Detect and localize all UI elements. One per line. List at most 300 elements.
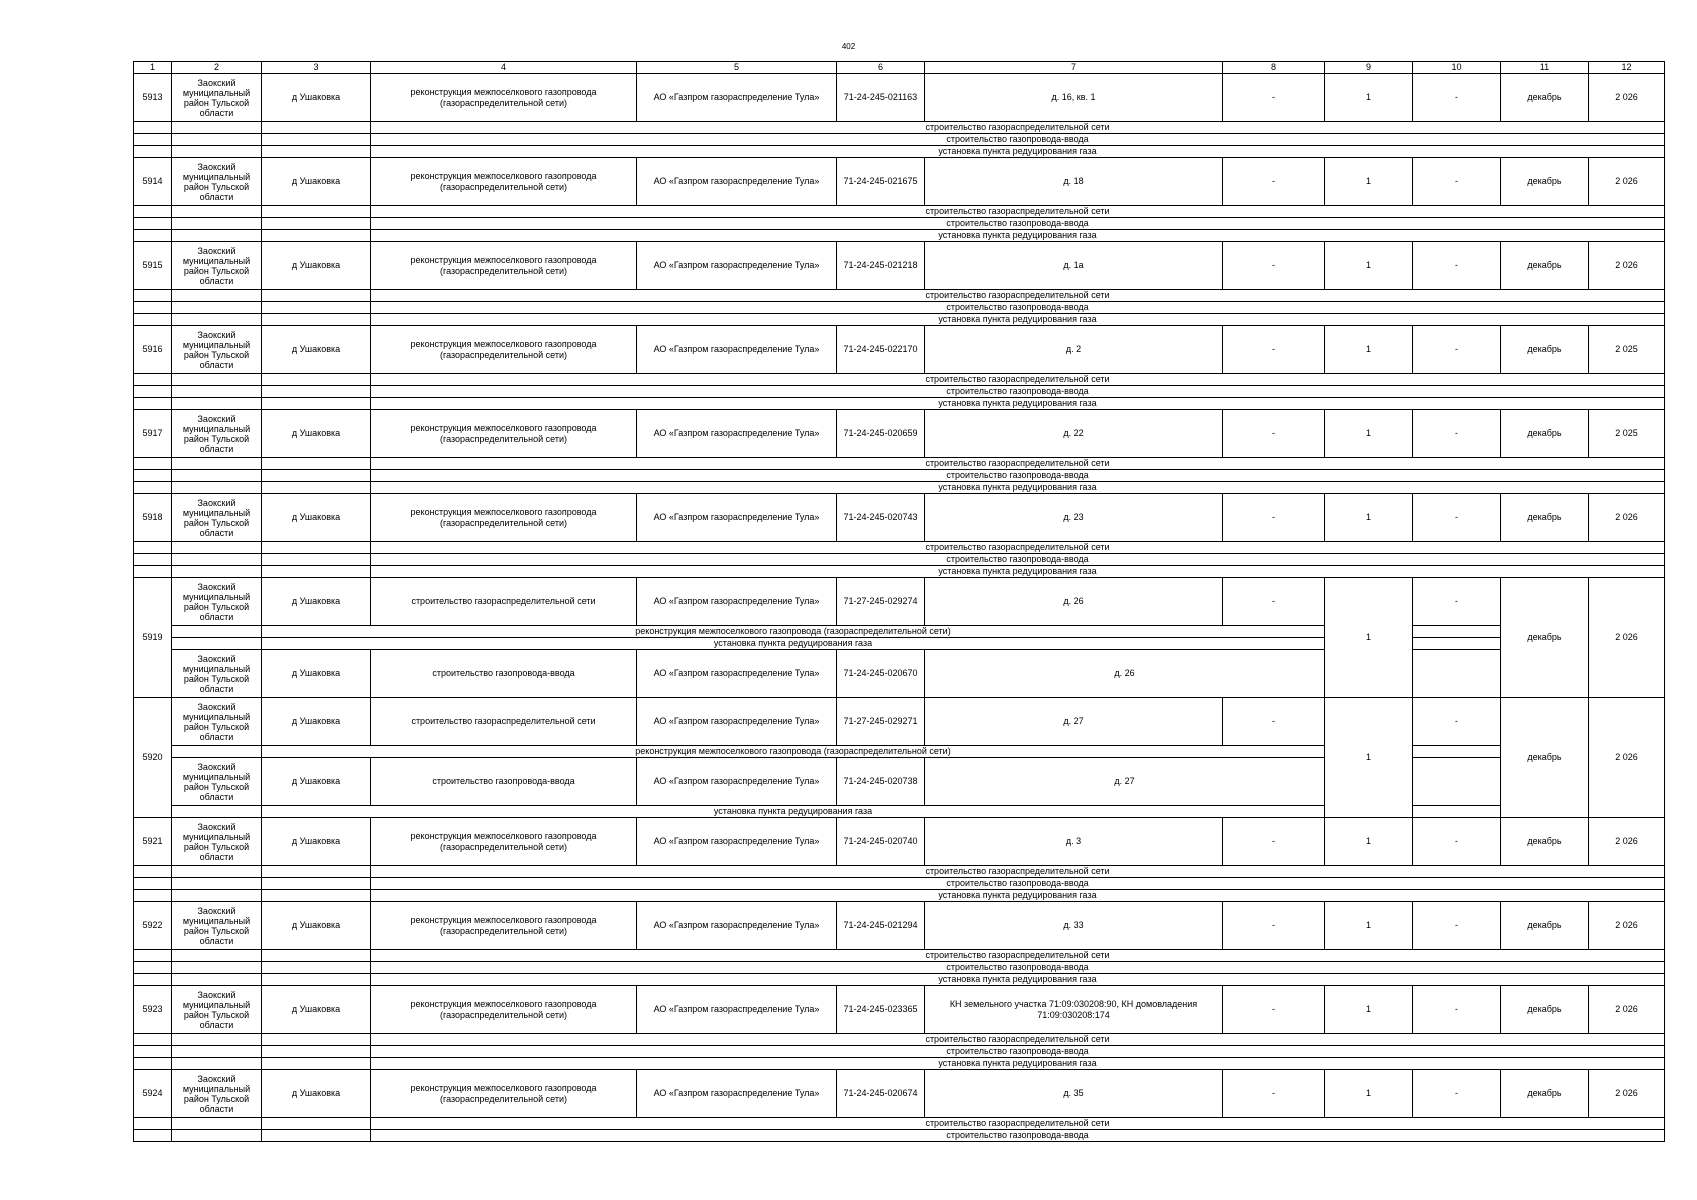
settlement-cell: д Ушаковка <box>262 74 371 122</box>
col8-cell: - <box>1223 1070 1325 1118</box>
organization-cell: АО «Газпром газораспределение Тула» <box>637 818 837 866</box>
blank-cell <box>172 1118 262 1130</box>
blank-cell <box>172 230 262 242</box>
settlement-cell: д Ушаковка <box>262 326 371 374</box>
blank-cell <box>172 638 262 650</box>
col10-cell: - <box>1413 494 1501 542</box>
blank-cell <box>262 962 371 974</box>
address-cell: КН земельного участка 71:09:030208:90, КН домовладения 71:09:030208:174 <box>925 986 1223 1034</box>
address-cell: д. 26 <box>925 650 1325 698</box>
sub-work-label: строительство газораспределительной сети <box>371 1118 1665 1130</box>
work-type-cell: реконструкция межпоселкового газопровода (газораспределительной сети) <box>371 494 637 542</box>
settlement-cell: д Ушаковка <box>262 242 371 290</box>
col8-cell: - <box>1223 158 1325 206</box>
organization-cell: АО «Газпром газораспределение Тула» <box>637 578 837 626</box>
table-row <box>134 698 1665 746</box>
col9-cell: 1 <box>1325 242 1413 290</box>
sub-row <box>134 542 1665 554</box>
sub-row <box>134 458 1665 470</box>
blank-cell <box>172 626 262 638</box>
blank-cell <box>172 206 262 218</box>
blank-cell <box>134 314 172 326</box>
address-cell: д. 22 <box>925 410 1223 458</box>
code-cell: 71-24-245-020670 <box>837 650 925 698</box>
blank-cell <box>172 290 262 302</box>
col10-cell: - <box>1413 74 1501 122</box>
sub-work-label: установка пункта редуцирования газа <box>371 890 1665 902</box>
code-cell: 71-24-245-021675 <box>837 158 925 206</box>
blank-cell <box>172 122 262 134</box>
code-cell: 71-24-245-020674 <box>837 1070 925 1118</box>
table-row <box>134 986 1665 1034</box>
blank-cell <box>262 878 371 890</box>
table-row <box>134 494 1665 542</box>
blank-cell <box>172 146 262 158</box>
row-number: 5923 <box>134 986 172 1034</box>
year-cell: 2 025 <box>1589 326 1665 374</box>
address-cell: д. 2 <box>925 326 1223 374</box>
code-cell: 71-24-245-020740 <box>837 818 925 866</box>
address-cell: д. 16, кв. 1 <box>925 74 1223 122</box>
sub-work-label: установка пункта редуцирования газа <box>371 146 1665 158</box>
col9-cell: 1 <box>1325 986 1413 1034</box>
blank-cell <box>262 974 371 986</box>
district-cell: Заокский муниципальный район Тульской области <box>172 698 262 746</box>
blank-cell <box>262 950 371 962</box>
blank-cell <box>262 302 371 314</box>
sub-row <box>134 1046 1665 1058</box>
blank-cell <box>172 374 262 386</box>
blank-cell <box>172 542 262 554</box>
blank-cell <box>172 950 262 962</box>
blank-cell <box>134 206 172 218</box>
organization-cell: АО «Газпром газораспределение Тула» <box>637 326 837 374</box>
table-row <box>134 242 1665 290</box>
blank-cell <box>172 1034 262 1046</box>
code-cell: 71-24-245-022170 <box>837 326 925 374</box>
month-cell: декабрь <box>1501 986 1589 1034</box>
col8-cell: - <box>1223 902 1325 950</box>
column-header: 8 <box>1223 62 1325 74</box>
organization-cell: АО «Газпром газораспределение Тула» <box>637 494 837 542</box>
sub-work-label: строительство газопровода-ввода <box>371 878 1665 890</box>
sub-row <box>134 122 1665 134</box>
col9-cell: 1 <box>1325 158 1413 206</box>
blank-cell <box>172 962 262 974</box>
blank-cell <box>134 878 172 890</box>
blank-cell <box>172 386 262 398</box>
year-cell: 2 026 <box>1589 818 1665 866</box>
blank-cell <box>134 230 172 242</box>
year-cell: 2 026 <box>1589 986 1665 1034</box>
sub-row <box>134 206 1665 218</box>
month-cell: декабрь <box>1501 1070 1589 1118</box>
district-cell: Заокский муниципальный район Тульской области <box>172 410 262 458</box>
blank-cell <box>262 566 371 578</box>
sub-work-label: строительство газопровода-ввода <box>371 554 1665 566</box>
row-number: 5924 <box>134 1070 172 1118</box>
blank-cell <box>262 458 371 470</box>
sub-row <box>134 398 1665 410</box>
blank-cell <box>262 1046 371 1058</box>
blank-cell <box>262 386 371 398</box>
sub-row <box>134 974 1665 986</box>
work-type-cell: строительство газораспределительной сети <box>371 698 637 746</box>
col10-cell: - <box>1413 578 1501 626</box>
month-cell: декабрь <box>1501 494 1589 542</box>
address-cell: д. 23 <box>925 494 1223 542</box>
sub-work-label: строительство газораспределительной сети <box>371 866 1665 878</box>
sub-work-label: установка пункта редуцирования газа <box>262 806 1325 818</box>
month-cell: декабрь <box>1501 698 1589 818</box>
blank-cell <box>134 1130 172 1142</box>
sub-row <box>134 950 1665 962</box>
col10-cell: - <box>1413 698 1501 746</box>
col10-cell: - <box>1413 158 1501 206</box>
column-header: 5 <box>637 62 837 74</box>
sub-work-label: установка пункта редуцирования газа <box>371 314 1665 326</box>
settlement-cell: д Ушаковка <box>262 1070 371 1118</box>
blank-cell <box>134 866 172 878</box>
organization-cell: АО «Газпром газораспределение Тула» <box>637 650 837 698</box>
code-cell: 71-24-245-021218 <box>837 242 925 290</box>
blank-cell <box>262 542 371 554</box>
district-cell: Заокский муниципальный район Тульской области <box>172 494 262 542</box>
blank-cell <box>134 962 172 974</box>
col10-cell: - <box>1413 986 1501 1034</box>
col10-cell: - <box>1413 818 1501 866</box>
sub-work-label: строительство газораспределительной сети <box>371 290 1665 302</box>
blank-cell <box>262 230 371 242</box>
work-type-cell: строительство газопровода-ввода <box>371 758 637 806</box>
col8-cell: - <box>1223 494 1325 542</box>
sub-row <box>134 890 1665 902</box>
month-cell: декабрь <box>1501 242 1589 290</box>
sub-row <box>134 626 1665 638</box>
organization-cell: АО «Газпром газораспределение Тула» <box>637 902 837 950</box>
table-row <box>134 326 1665 374</box>
address-cell: д. 1а <box>925 242 1223 290</box>
column-header: 10 <box>1413 62 1501 74</box>
row-number: 5914 <box>134 158 172 206</box>
table-row <box>134 818 1665 866</box>
row-number: 5915 <box>134 242 172 290</box>
blank-cell <box>1413 746 1501 758</box>
row-number: 5919 <box>134 578 172 698</box>
year-cell: 2 026 <box>1589 74 1665 122</box>
col10-cell: - <box>1413 242 1501 290</box>
sub-row <box>134 638 1665 650</box>
row-number: 5920 <box>134 698 172 818</box>
table-row <box>134 758 1665 806</box>
col8-cell: - <box>1223 698 1325 746</box>
code-cell: 71-24-245-020738 <box>837 758 925 806</box>
blank-cell <box>172 974 262 986</box>
col9-cell: 1 <box>1325 902 1413 950</box>
code-cell: 71-24-245-023365 <box>837 986 925 1034</box>
blank-cell <box>134 950 172 962</box>
sub-work-label: установка пункта редуцирования газа <box>371 1058 1665 1070</box>
blank-cell <box>172 554 262 566</box>
settlement-cell: д Ушаковка <box>262 578 371 626</box>
blank-cell <box>262 554 371 566</box>
sub-work-label: строительство газораспределительной сети <box>371 122 1665 134</box>
blank-cell <box>1413 638 1501 650</box>
blank-cell <box>134 1034 172 1046</box>
col9-cell: 1 <box>1325 326 1413 374</box>
year-cell: 2 026 <box>1589 902 1665 950</box>
table-row <box>134 158 1665 206</box>
blank-cell <box>172 866 262 878</box>
col9-cell: 1 <box>1325 698 1413 818</box>
address-cell: д. 26 <box>925 578 1223 626</box>
work-type-cell: строительство газопровода-ввода <box>371 650 637 698</box>
work-type-cell: реконструкция межпоселкового газопровода (газораспределительной сети) <box>371 242 637 290</box>
sub-row <box>134 1118 1665 1130</box>
column-header: 2 <box>172 62 262 74</box>
district-cell: Заокский муниципальный район Тульской области <box>172 158 262 206</box>
month-cell: декабрь <box>1501 74 1589 122</box>
district-cell: Заокский муниципальный район Тульской области <box>172 242 262 290</box>
work-type-cell: реконструкция межпоселкового газопровода (газораспределительной сети) <box>371 818 637 866</box>
sub-row <box>134 134 1665 146</box>
code-cell: 71-24-245-020659 <box>837 410 925 458</box>
month-cell: декабрь <box>1501 410 1589 458</box>
sub-work-label: строительство газопровода-ввода <box>371 134 1665 146</box>
district-cell: Заокский муниципальный район Тульской области <box>172 326 262 374</box>
blank-cell <box>172 134 262 146</box>
settlement-cell: д Ушаковка <box>262 986 371 1034</box>
sub-row <box>134 866 1665 878</box>
column-header: 1 <box>134 62 172 74</box>
organization-cell: АО «Газпром газораспределение Тула» <box>637 74 837 122</box>
blank-cell <box>1413 806 1501 818</box>
organization-cell: АО «Газпром газораспределение Тула» <box>637 242 837 290</box>
blank-cell <box>172 398 262 410</box>
col10-cell: - <box>1413 1070 1501 1118</box>
sub-row <box>134 230 1665 242</box>
sub-row <box>134 554 1665 566</box>
sub-row <box>134 566 1665 578</box>
blank-cell <box>262 218 371 230</box>
table-row <box>134 410 1665 458</box>
blank-cell <box>172 566 262 578</box>
row-number: 5917 <box>134 410 172 458</box>
page-number: 402 <box>841 42 856 51</box>
sub-work-label: установка пункта редуцирования газа <box>371 398 1665 410</box>
organization-cell: АО «Газпром газораспределение Тула» <box>637 986 837 1034</box>
code-cell: 71-27-245-029274 <box>837 578 925 626</box>
district-cell: Заокский муниципальный район Тульской области <box>172 1070 262 1118</box>
district-cell: Заокский муниципальный район Тульской области <box>172 650 262 698</box>
sub-work-label: установка пункта редуцирования газа <box>371 230 1665 242</box>
table-row <box>134 74 1665 122</box>
sub-work-label: реконструкция межпоселкового газопровода (газораспределительной сети) <box>262 746 1325 758</box>
col9-cell: 1 <box>1325 578 1413 698</box>
year-cell: 2 026 <box>1589 698 1665 818</box>
blank-cell <box>262 206 371 218</box>
address-cell: д. 33 <box>925 902 1223 950</box>
year-cell: 2 025 <box>1589 410 1665 458</box>
organization-cell: АО «Газпром газораспределение Тула» <box>637 1070 837 1118</box>
blank-cell <box>134 554 172 566</box>
blank-cell <box>262 146 371 158</box>
blank-cell <box>262 482 371 494</box>
blank-cell <box>262 122 371 134</box>
month-cell: декабрь <box>1501 326 1589 374</box>
district-cell: Заокский муниципальный район Тульской области <box>172 818 262 866</box>
work-type-cell: реконструкция межпоселкового газопровода (газораспределительной сети) <box>371 410 637 458</box>
work-type-cell: реконструкция межпоселкового газопровода (газораспределительной сети) <box>371 986 637 1034</box>
settlement-cell: д Ушаковка <box>262 650 371 698</box>
month-cell: декабрь <box>1501 902 1589 950</box>
blank-cell <box>172 470 262 482</box>
blank-cell <box>172 890 262 902</box>
month-cell: декабрь <box>1501 158 1589 206</box>
organization-cell: АО «Газпром газораспределение Тула» <box>637 758 837 806</box>
blank-cell <box>134 1118 172 1130</box>
sub-work-label: установка пункта редуцирования газа <box>371 974 1665 986</box>
column-header: 6 <box>837 62 925 74</box>
settlement-cell: д Ушаковка <box>262 758 371 806</box>
registry-table <box>133 61 1665 1142</box>
sub-row <box>134 1034 1665 1046</box>
sub-work-label: реконструкция межпоселкового газопровода (газораспределительной сети) <box>262 626 1325 638</box>
work-type-cell: реконструкция межпоселкового газопровода (газораспределительной сети) <box>371 326 637 374</box>
sub-row <box>134 290 1665 302</box>
year-cell: 2 026 <box>1589 158 1665 206</box>
sub-work-label: установка пункта редуцирования газа <box>371 566 1665 578</box>
column-header: 4 <box>371 62 637 74</box>
year-cell: 2 026 <box>1589 242 1665 290</box>
column-header: 3 <box>262 62 371 74</box>
month-cell: декабрь <box>1501 818 1589 866</box>
blank-cell <box>134 458 172 470</box>
blank-cell <box>134 134 172 146</box>
organization-cell: АО «Газпром газораспределение Тула» <box>637 698 837 746</box>
blank-cell <box>262 470 371 482</box>
blank-cell <box>172 1058 262 1070</box>
blank-cell <box>134 1046 172 1058</box>
col9-cell: 1 <box>1325 1070 1413 1118</box>
sub-row <box>134 1058 1665 1070</box>
blank-cell <box>1413 758 1501 806</box>
address-cell: д. 35 <box>925 1070 1223 1118</box>
sub-row <box>134 878 1665 890</box>
sub-work-label: установка пункта редуцирования газа <box>371 482 1665 494</box>
sub-work-label: строительство газопровода-ввода <box>371 1046 1665 1058</box>
col10-cell: - <box>1413 326 1501 374</box>
work-type-cell: строительство газораспределительной сети <box>371 578 637 626</box>
address-cell: д. 27 <box>925 698 1223 746</box>
blank-cell <box>134 218 172 230</box>
year-cell: 2 026 <box>1589 1070 1665 1118</box>
row-number: 5913 <box>134 74 172 122</box>
table-row <box>134 650 1665 698</box>
work-type-cell: реконструкция межпоселкового газопровода (газораспределительной сети) <box>371 158 637 206</box>
sub-row <box>134 470 1665 482</box>
blank-cell <box>262 1058 371 1070</box>
district-cell: Заокский муниципальный район Тульской области <box>172 578 262 626</box>
blank-cell <box>134 1058 172 1070</box>
year-cell: 2 026 <box>1589 578 1665 698</box>
code-cell: 71-24-245-021163 <box>837 74 925 122</box>
blank-cell <box>172 314 262 326</box>
code-cell: 71-24-245-020743 <box>837 494 925 542</box>
blank-cell <box>262 890 371 902</box>
col9-cell: 1 <box>1325 494 1413 542</box>
blank-cell <box>172 458 262 470</box>
code-cell: 71-27-245-029271 <box>837 698 925 746</box>
blank-cell <box>172 302 262 314</box>
blank-cell <box>134 890 172 902</box>
sub-row <box>134 482 1665 494</box>
blank-cell <box>134 542 172 554</box>
blank-cell <box>1413 650 1501 698</box>
sub-work-label: строительство газопровода-ввода <box>371 962 1665 974</box>
district-cell: Заокский муниципальный район Тульской области <box>172 902 262 950</box>
column-header: 11 <box>1501 62 1589 74</box>
settlement-cell: д Ушаковка <box>262 410 371 458</box>
column-header: 12 <box>1589 62 1665 74</box>
col10-cell: - <box>1413 410 1501 458</box>
sub-work-label: строительство газораспределительной сети <box>371 206 1665 218</box>
col8-cell: - <box>1223 242 1325 290</box>
sub-row <box>134 806 1665 818</box>
address-cell: д. 18 <box>925 158 1223 206</box>
work-type-cell: реконструкция межпоселкового газопровода (газораспределительной сети) <box>371 902 637 950</box>
organization-cell: АО «Газпром газораспределение Тула» <box>637 410 837 458</box>
address-cell: д. 27 <box>925 758 1325 806</box>
col9-cell: 1 <box>1325 410 1413 458</box>
blank-cell <box>262 866 371 878</box>
settlement-cell: д Ушаковка <box>262 818 371 866</box>
district-cell: Заокский муниципальный район Тульской области <box>172 758 262 806</box>
blank-cell <box>172 1130 262 1142</box>
col8-cell: - <box>1223 410 1325 458</box>
sub-row <box>134 314 1665 326</box>
sub-row <box>134 386 1665 398</box>
sub-row <box>134 218 1665 230</box>
header-row <box>134 62 1665 74</box>
blank-cell <box>262 1034 371 1046</box>
code-cell: 71-24-245-021294 <box>837 902 925 950</box>
sub-work-label: строительство газораспределительной сети <box>371 950 1665 962</box>
sub-work-label: строительство газораспределительной сети <box>371 458 1665 470</box>
sub-work-label: строительство газопровода-ввода <box>371 386 1665 398</box>
col8-cell: - <box>1223 986 1325 1034</box>
blank-cell <box>134 122 172 134</box>
sub-work-label: строительство газораспределительной сети <box>371 1034 1665 1046</box>
row-number: 5918 <box>134 494 172 542</box>
sub-row <box>134 302 1665 314</box>
blank-cell <box>262 1118 371 1130</box>
blank-cell <box>134 566 172 578</box>
column-header: 9 <box>1325 62 1413 74</box>
blank-cell <box>172 806 262 818</box>
col8-cell: - <box>1223 74 1325 122</box>
blank-cell <box>134 386 172 398</box>
blank-cell <box>134 290 172 302</box>
sub-work-label: строительство газопровода-ввода <box>371 218 1665 230</box>
sub-row <box>134 146 1665 158</box>
blank-cell <box>262 1130 371 1142</box>
blank-cell <box>1413 626 1501 638</box>
settlement-cell: д Ушаковка <box>262 698 371 746</box>
table-row <box>134 578 1665 626</box>
table-row <box>134 902 1665 950</box>
col9-cell: 1 <box>1325 74 1413 122</box>
